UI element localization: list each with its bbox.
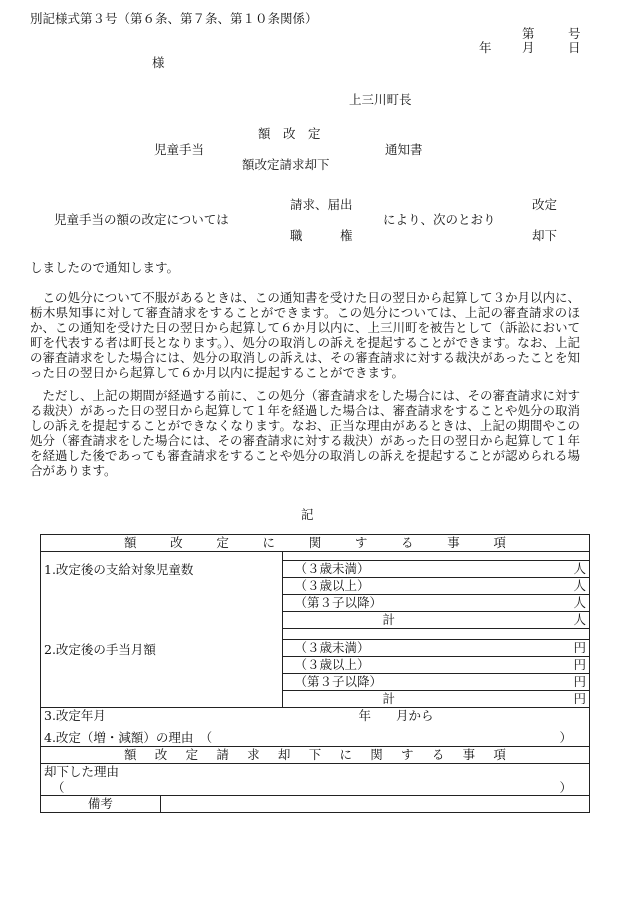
section1-header: 額 改 定 に 関 す る 事 項 xyxy=(41,535,590,552)
reject-reason-cell: 却下した理由 （ ） xyxy=(41,764,590,796)
item1-label-cell xyxy=(41,552,283,640)
notice-paragraph-1: この処分について不服があるときは、この通知書を受けた日の翌日から起算して３か月以内に、栃木県知事に対して審査請求をすることができます。この処分については、上記の審査請求のほか、この通知を受けた日の翌日から起算して６か月以内に、上三川町を被告として（訴訟において町を代表する者は町長となります。）、処分の取消しの訴えを提起することができます。なお、上記の審査請求をした場合には、処分の取消しの訴えは、その審査請求に対する裁決があったことを知った日の翌日から起算して６か月以内に提起することができます。 xyxy=(30,290,581,380)
intro-right-upper: 改定 xyxy=(532,197,558,212)
ki-mark: 記 xyxy=(301,507,314,522)
item1-row-third-child: （第３子以降） 人 xyxy=(283,595,590,612)
number-go: 号 xyxy=(568,26,581,41)
item4-label: 4.改定（増・減額）の理由 （ xyxy=(44,730,213,746)
intro-mid-lower: 職 権 xyxy=(290,228,353,243)
item1-row-under3: （３歳未満） 人 xyxy=(283,561,590,578)
reject-label: 却下した理由 xyxy=(44,764,120,779)
intro-left: 児童手当の額の改定については xyxy=(54,212,229,227)
issuer: 上三川町長 xyxy=(349,92,412,107)
item2-row-under3: （３歳未満） 円 xyxy=(283,640,590,657)
addressee-sama: 様 xyxy=(152,55,165,70)
remarks-value-cell xyxy=(160,796,589,813)
intro-right-lower: 却下 xyxy=(532,228,558,243)
item2-total-row: 計 円 xyxy=(283,691,590,708)
title-lower: 額改定請求却下 xyxy=(242,157,330,172)
intro-closing: しましたので通知します。 xyxy=(30,260,180,275)
details-table xyxy=(40,534,590,813)
item1-label: 1.改定後の支給対象児童数 xyxy=(44,562,194,577)
item1-row-over3: （３歳以上） 人 xyxy=(283,578,590,595)
item2-label: 2.改定後の手当月額 xyxy=(44,641,156,657)
date-year: 年 xyxy=(479,40,492,55)
date-month: 月 xyxy=(522,40,535,55)
form-title: 別記様式第３号（第６条、第７条、第１０条関係） xyxy=(30,11,318,26)
item3-value: 年 月から xyxy=(358,708,434,724)
section2-header: 額 改 定 請 求 却 下 に 関 す る 事 項 xyxy=(41,747,590,764)
item3-label: 3.改定年月 xyxy=(44,708,106,724)
item2-row-third-child: （第３子以降） 円 xyxy=(283,674,590,691)
remarks-label-cell xyxy=(41,796,161,813)
title-left: 児童手当 xyxy=(154,142,205,157)
item2-label-cell xyxy=(41,640,283,708)
intro-mid-upper: 請求、届出 xyxy=(290,197,353,212)
title-upper: 額 改 定 xyxy=(258,126,321,141)
item2-row-over3: （３歳以上） 円 xyxy=(283,657,590,674)
item4-row: 4.改定（増・減額）の理由 （ ） xyxy=(41,724,590,747)
title-right: 通知書 xyxy=(385,142,423,157)
intro-middle: により、次のとおり xyxy=(383,212,496,227)
number-dai: 第 xyxy=(522,26,535,41)
date-day: 日 xyxy=(568,40,581,55)
remarks-label: 備考 xyxy=(87,796,113,812)
notice-paragraph-2: ただし、上記の期間が経過する前に、この処分（審査請求をした場合には、その審査請求に対する裁決）があった日の翌日から起算して１年を経過した場合は、審査請求をすることや処分の取消しの訴えを提起することができなくなります。なお、正当な理由があるときは、上記の期間やこの処分（審査請求をした場合には、その審査請求に対する裁決）があった日の翌日から起算して１年を経過した後であっても審査請求をすることや処分の取消しの訴えを提起することが認められる場合があります。 xyxy=(30,388,581,478)
item3-row xyxy=(41,708,590,725)
item1-total-row: 計 人 xyxy=(283,612,590,629)
